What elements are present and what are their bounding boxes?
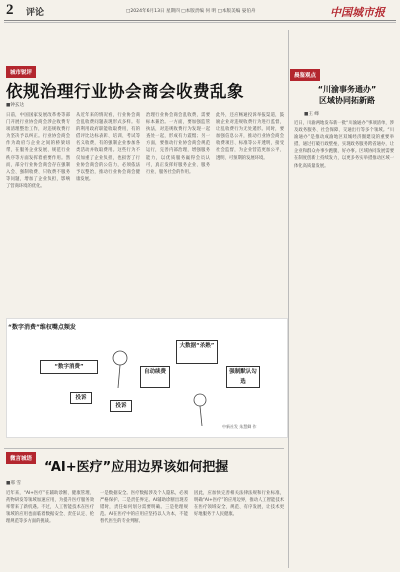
- bottom-article-headline: “AI+医疗”应用边界该如何把握: [44, 460, 229, 475]
- article-column-2: 从近年来的情况看，行业协会商会乱收费问题表现形式多样。有的利用政府职能收取费用，有的借评比达标表彰、培训、考试等名义收费，有的强制企业参加各类活动并收取费用。这些行为不仅加重了企业负担，也损害了行业协会商会的公信力，必须依法予以整治，推动行业协会商会健康发展。: [76, 113, 140, 182]
- illustration-label-auto-renew: 自动续费: [140, 366, 170, 388]
- bottom-article-tag: 微言城语: [6, 452, 36, 464]
- illustration-credit: 中新社发 朱慧卿 作: [222, 424, 257, 429]
- side-article-headline: [300, 84, 394, 106]
- article-byline: ■钟玄达: [6, 103, 25, 108]
- side-article-byline: ■王 峰: [304, 112, 319, 117]
- illustration-label-big-data: 大数据“杀熟”: [176, 340, 218, 364]
- newspaper-logo: 中国城市报: [330, 6, 385, 19]
- cartoon-figure-body: [118, 365, 120, 388]
- bottom-column-2: 一是数据安全。医疗数据涉及个人隐私，必须严格保护。二是责任界定。AI辅助诊断出现差错时，责任如何划分需要明确。三是伦理规范。AI在医疗中的应用应坚持以人为本，不能替代医生的专业判断。: [100, 491, 188, 525]
- cartoon-figure-head: [113, 351, 127, 365]
- bottom-column-3: 因此，应加快完善相关法律法规和行业标准，明确“AI+医疗”的应用边界，推动人工智能技术在医疗领域安全、规范、有序发展，让技术更好地服务于人民健康。: [194, 491, 284, 518]
- side-article-tag: 晨鉴观点: [290, 69, 320, 81]
- cartoon-figure-body-2: [200, 406, 202, 426]
- column-divider: [288, 30, 289, 568]
- cartoon-figure-head-2: [194, 394, 206, 406]
- date-line: □2024年6月13日 星期四 □本版责编 何 明 □本版美编 晏伯舟: [126, 9, 256, 14]
- article-column-4: 此外，还应畅通投诉举报渠道，鼓励企业对违规收费行为进行监督，让乱收费行为无处遁形。同时，要加强信息公开，推动行业协会商会收费项目、标准等公开透明，接受社会监督，为企业营造更加公平、透明、可预期的发展环境。: [216, 113, 284, 161]
- bottom-article-byline: ■邢 雪: [6, 481, 21, 486]
- illustration-label-digital: “数字消费”: [40, 360, 98, 374]
- illustration-caption: “数字消费”维权嘴点频发: [8, 324, 76, 331]
- side-article-body: 近日，川渝两地发布新一批“川渝通办”事项清单，涉及政务服务、社会保障、交通出行等多个领域。“川渝通办”是推动成渝地区双城经济圈建设的重要举措，通过打破行政壁垒，实现政务服务跨省通办，让企业和群众办事少跑腿、好办事。区域协同发展需要在制度创新上持续发力，以更多务实举措推动区域一体化高质量发展。: [294, 121, 394, 169]
- article-tag: 城市锐评: [6, 66, 36, 78]
- side-headline-line-1: “川渝事务通办”: [317, 85, 377, 94]
- bottom-column-1: 近年来，“AI+医疗”在辅助诊断、健康管理、药物研发等领域加速应用，为提升医疗服务效率带来了新机遇。不过，人工智能技术在医疗领域的应用也面临着数据安全、责任认定、伦理规范等多方面的挑战。: [6, 491, 94, 525]
- side-headline-line-2: 区域协同拓新路: [319, 96, 375, 105]
- page-number: 2: [6, 2, 14, 18]
- article-column-3: 治理行业协会商会乱收费，需要标本兼治。一方面，要加强监管执法，对违规收费行为发现一起查处一起，形成有力震慑；另一方面，要推动行业协会商会规范运行，完善内部治理，增强服务能力，以优质服务赢得会员认可，真正发挥好服务企业、服务行业、服务社会的作用。: [146, 113, 210, 175]
- illustration-label-complaint-2: 投诉: [110, 400, 132, 412]
- article-column-1: 日前，中国国家发展改革委等部门开展行业协会商会涉企收费专项清理整治工作，对违规收费行为坚决予以纠正。行业协会商会作为政府与企业之间的桥梁纽带，在服务企业发展、规范行业秩序等方面发挥着重要作用。然而，部分行业协会商会存在强制入会、强制收费、只收费不服务等问题，增加了企业负担，影响了营商环境的优化。: [6, 113, 70, 189]
- section-title: 评论: [26, 8, 45, 18]
- bottom-rule: [4, 448, 284, 449]
- illustration-label-default-check: 强制默认勾选: [226, 366, 260, 388]
- article-headline: 依规治理行业协会商会收费乱象: [6, 82, 244, 101]
- illustration-label-complaint-1: 投诉: [70, 392, 92, 404]
